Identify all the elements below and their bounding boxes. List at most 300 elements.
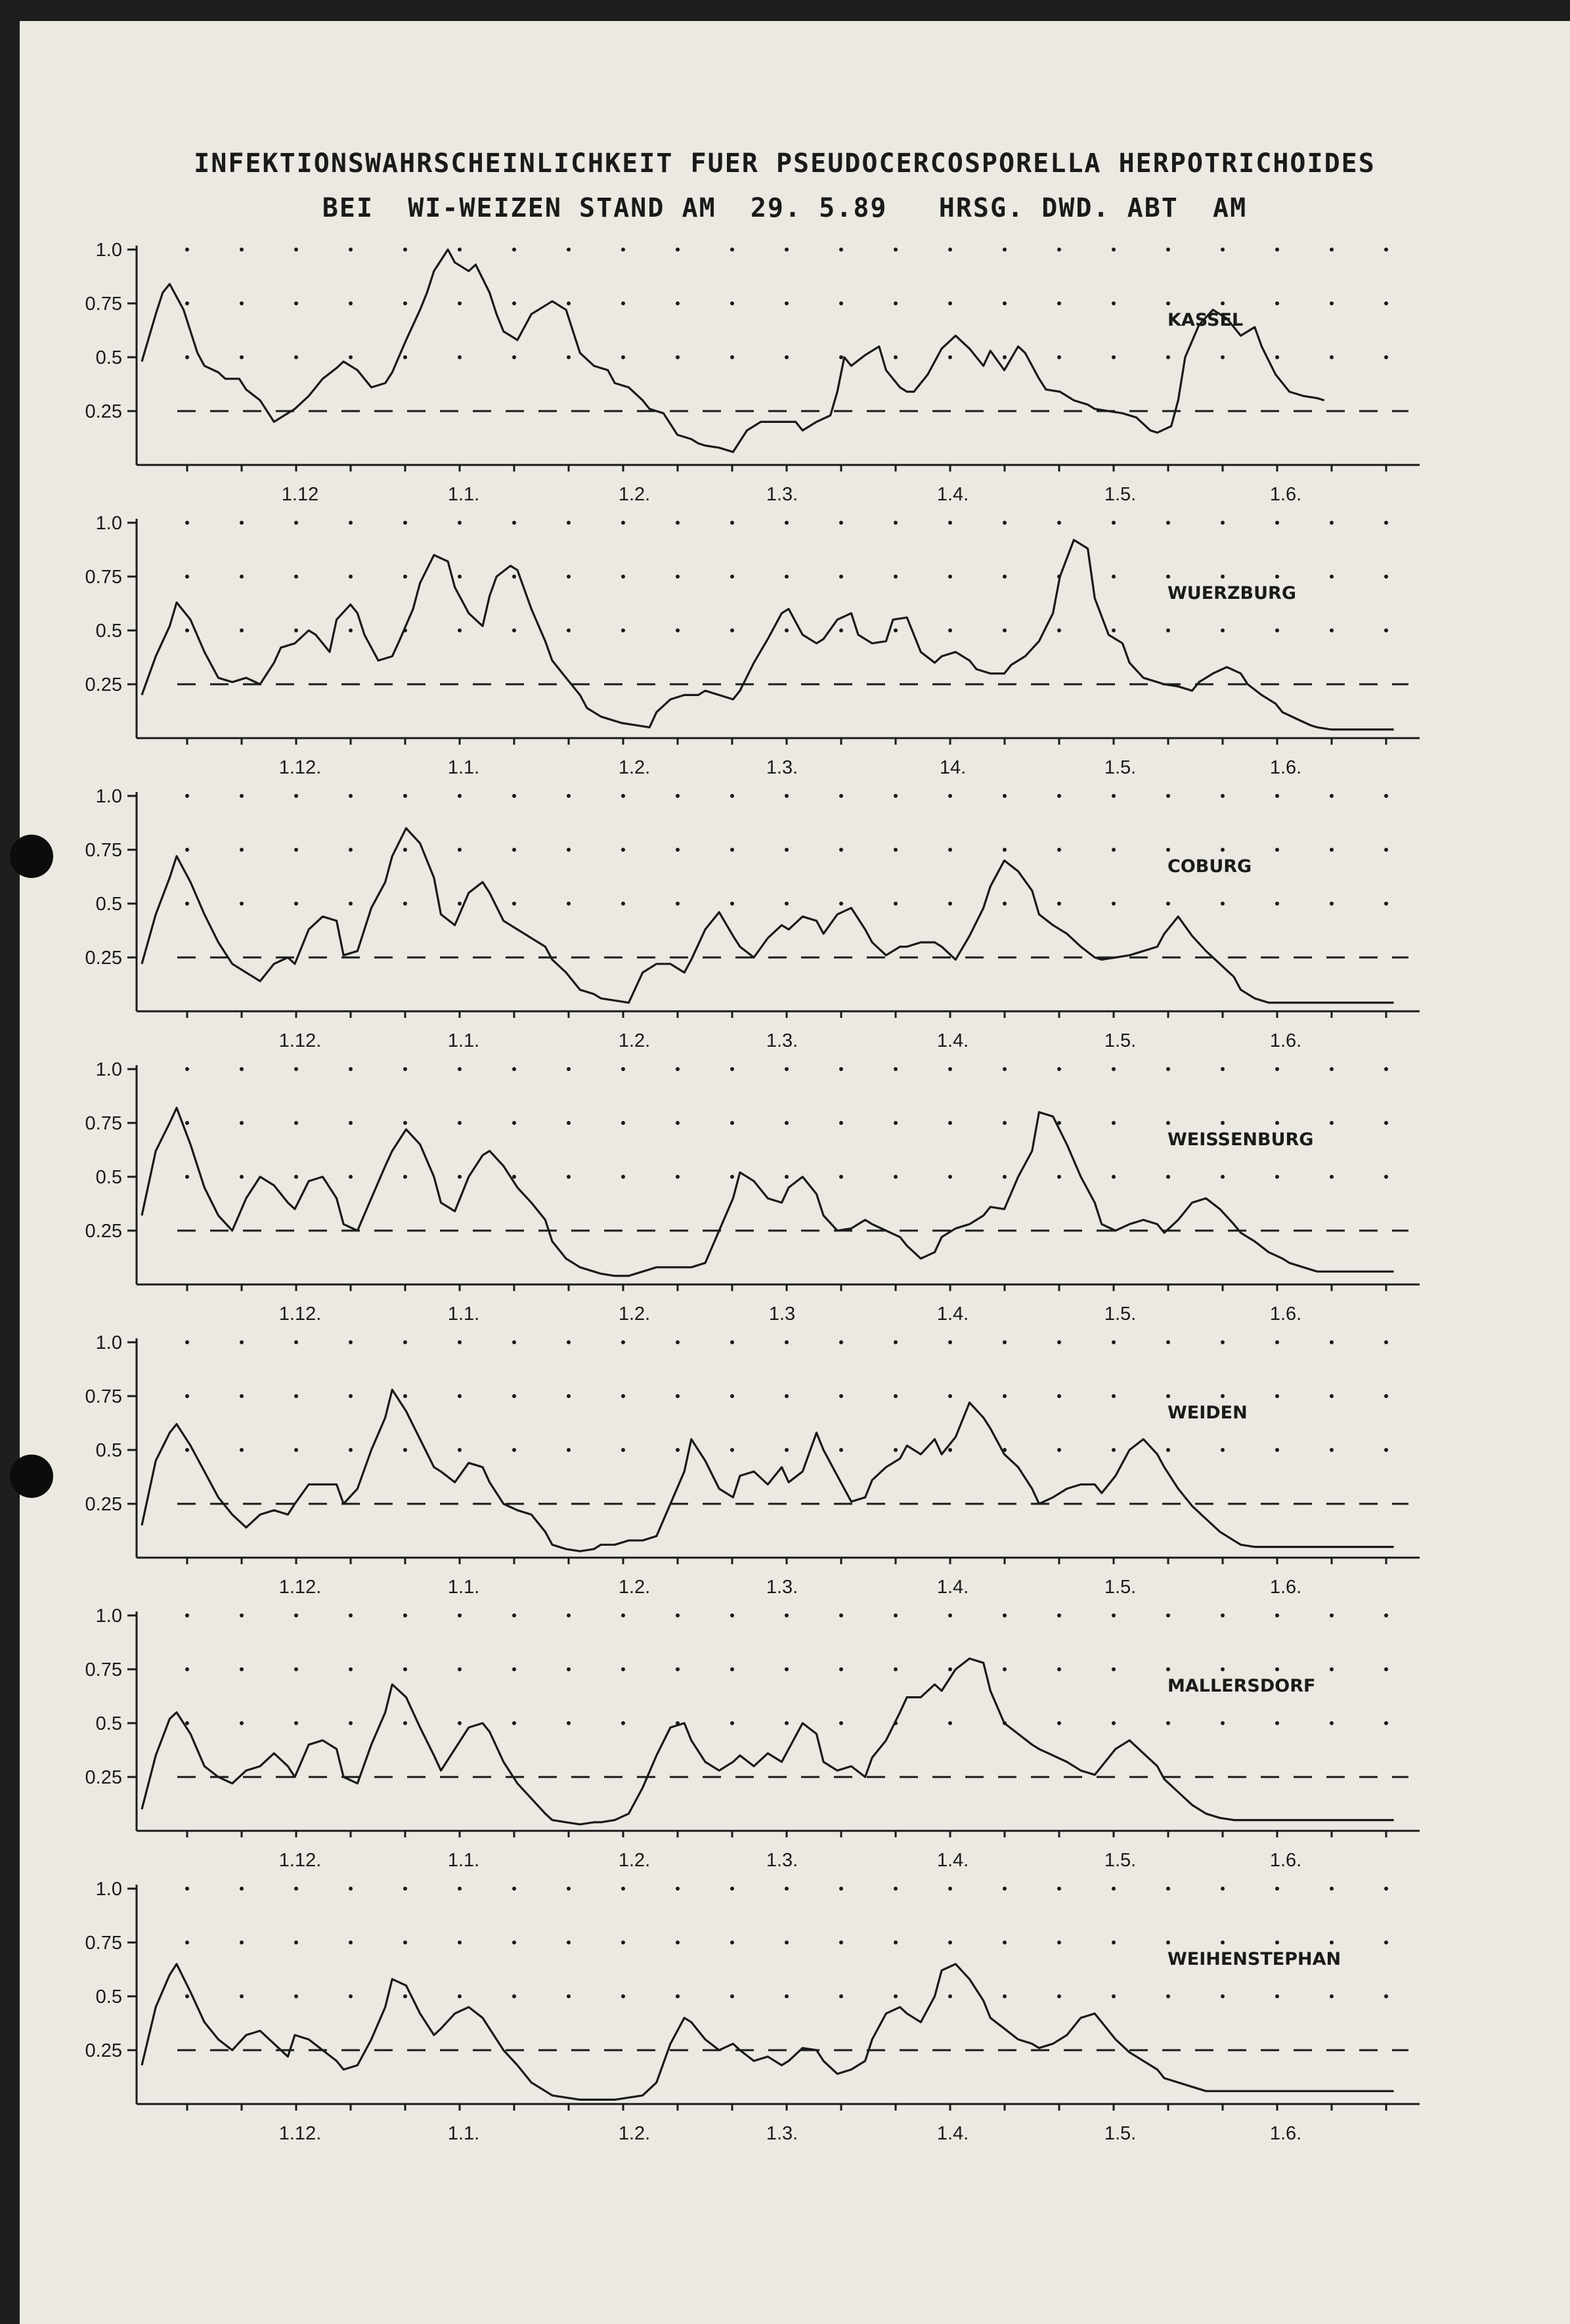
grid-dot	[1384, 1613, 1388, 1617]
grid-dot	[458, 1667, 462, 1671]
grid-dot	[894, 301, 898, 305]
x-tick-label: 1.1.	[447, 2123, 480, 2144]
grid-dot	[1003, 1175, 1007, 1179]
grid-dot	[567, 1067, 571, 1071]
grid-dot	[458, 848, 462, 852]
grid-dot	[785, 301, 789, 305]
grid-dot	[948, 355, 952, 359]
grid-dot	[1003, 1340, 1007, 1344]
grid-dot	[948, 628, 952, 632]
grid-dot	[1275, 1994, 1279, 1998]
grid-dot	[1221, 1340, 1225, 1344]
x-tick-label: 1.3.	[766, 1030, 798, 1051]
grid-dot	[240, 1394, 244, 1398]
x-tick-label: 1.6.	[1269, 757, 1302, 778]
grid-dot	[1166, 1667, 1170, 1671]
grid-dot	[1384, 1887, 1388, 1891]
grid-dot	[403, 301, 407, 305]
grid-dot	[948, 1067, 952, 1071]
grid-dot	[1112, 1887, 1116, 1891]
grid-dot	[1221, 848, 1225, 852]
grid-dot	[185, 575, 189, 579]
grid-dot	[349, 902, 353, 906]
grid-dot	[676, 1121, 680, 1125]
grid-dot	[458, 1067, 462, 1071]
grid-dot	[1112, 1121, 1116, 1125]
grid-dot	[1003, 628, 1007, 632]
x-tick-label: 1.4.	[936, 1030, 969, 1051]
x-tick-label: 1.4.	[936, 2123, 969, 2144]
grid-dot	[1166, 1940, 1170, 1944]
grid-dot	[894, 1994, 898, 1998]
x-tick-label: 1.2.	[618, 2123, 651, 2144]
grid-dot	[1384, 521, 1388, 525]
grid-dot	[1221, 1721, 1225, 1725]
grid-dot	[730, 794, 734, 798]
grid-dot	[1221, 248, 1225, 252]
y-tick-label: 0.75	[85, 1659, 122, 1680]
grid-dot	[894, 1667, 898, 1671]
grid-dot	[1112, 248, 1116, 252]
grid-dot	[1112, 521, 1116, 525]
grid-dot	[458, 628, 462, 632]
grid-dot	[1384, 1994, 1388, 1998]
y-tick-label: 1.0	[95, 1606, 122, 1627]
x-tick-label: 1.1.	[447, 484, 480, 505]
grid-dot	[185, 355, 189, 359]
grid-dot	[1275, 1121, 1279, 1125]
y-tick-label: 1.0	[95, 513, 122, 534]
x-tick-label: 1.3.	[766, 1577, 798, 1598]
grid-dot	[240, 248, 244, 252]
grid-dot	[621, 848, 625, 852]
grid-dot	[839, 1721, 843, 1725]
grid-dot	[785, 1940, 789, 1944]
y-tick-label: 0.5	[95, 1713, 122, 1734]
grid-dot	[512, 1067, 516, 1071]
y-tick-label: 0.5	[95, 347, 122, 368]
grid-dot	[458, 301, 462, 305]
grid-dot	[785, 1121, 789, 1125]
grid-dot	[1221, 1613, 1225, 1617]
grid-dot	[621, 575, 625, 579]
grid-dot	[621, 248, 625, 252]
grid-dot	[839, 1340, 843, 1344]
grid-dot	[1003, 575, 1007, 579]
grid-dot	[240, 628, 244, 632]
grid-dot	[730, 521, 734, 525]
grid-dot	[1275, 794, 1279, 798]
grid-dot	[948, 1994, 952, 1998]
grid-dot	[512, 575, 516, 579]
grid-dot	[294, 848, 298, 852]
grid-dot	[621, 1613, 625, 1617]
grid-dot	[567, 1394, 571, 1398]
grid-dot	[1275, 902, 1279, 906]
grid-dot	[1112, 1175, 1116, 1179]
grid-dot	[1275, 1175, 1279, 1179]
grid-dot	[1275, 1448, 1279, 1452]
grid-dot	[1275, 1667, 1279, 1671]
station-label: WEISSENBURG	[1167, 1129, 1314, 1150]
grid-dot	[403, 1613, 407, 1617]
y-tick-label: 1.0	[95, 240, 122, 261]
grid-dot	[894, 1940, 898, 1944]
grid-dot	[894, 521, 898, 525]
grid-dot	[948, 1448, 952, 1452]
grid-dot	[839, 1394, 843, 1398]
grid-dot	[1166, 1394, 1170, 1398]
grid-dot	[1003, 1067, 1007, 1071]
grid-dot	[567, 848, 571, 852]
grid-dot	[621, 1175, 625, 1179]
grid-dot	[240, 1613, 244, 1617]
grid-dot	[1057, 301, 1061, 305]
grid-dot	[349, 1721, 353, 1725]
x-tick-label: 1.2.	[618, 484, 651, 505]
grid-dot	[349, 1175, 353, 1179]
grid-dot	[1330, 628, 1334, 632]
grid-dot	[730, 1448, 734, 1452]
x-tick-label: 1.3.	[766, 1850, 798, 1871]
grid-dot	[512, 1340, 516, 1344]
grid-dot	[512, 355, 516, 359]
grid-dot	[785, 1340, 789, 1344]
grid-dot	[1057, 902, 1061, 906]
y-tick-label: 0.25	[85, 401, 122, 422]
grid-dot	[730, 1613, 734, 1617]
grid-dot	[349, 1394, 353, 1398]
grid-dot	[294, 1340, 298, 1344]
grid-dot	[1384, 355, 1388, 359]
grid-dot	[785, 794, 789, 798]
grid-dot	[894, 628, 898, 632]
grid-dot	[839, 575, 843, 579]
grid-dot	[185, 1994, 189, 1998]
chart-panel-kassel	[85, 240, 1420, 505]
grid-dot	[785, 1887, 789, 1891]
grid-dot	[1384, 1067, 1388, 1071]
x-tick-label: 1.6.	[1269, 1030, 1302, 1051]
x-tick-label: 14.	[939, 757, 967, 778]
grid-dot	[676, 1994, 680, 1998]
grid-dot	[458, 1448, 462, 1452]
grid-dot	[621, 1394, 625, 1398]
grid-dot	[676, 248, 680, 252]
grid-dot	[730, 575, 734, 579]
grid-dot	[403, 248, 407, 252]
series-line-coburg	[142, 828, 1394, 1003]
grid-dot	[458, 1175, 462, 1179]
grid-dot	[785, 1667, 789, 1671]
grid-dot	[839, 301, 843, 305]
x-tick-label: 1.3	[768, 1304, 796, 1325]
grid-dot	[512, 1994, 516, 1998]
grid-dot	[1166, 1887, 1170, 1891]
grid-dot	[785, 575, 789, 579]
grid-dot	[621, 902, 625, 906]
grid-dot	[567, 1667, 571, 1671]
grid-dot	[1384, 1448, 1388, 1452]
grid-dot	[185, 1067, 189, 1071]
grid-dot	[948, 575, 952, 579]
grid-dot	[349, 1667, 353, 1671]
grid-dot	[1221, 902, 1225, 906]
grid-dot	[185, 1394, 189, 1398]
chart-panel-coburg	[85, 786, 1420, 1051]
y-tick-label: 1.0	[95, 1332, 122, 1353]
x-tick-label: 1.2.	[618, 1304, 651, 1325]
grid-dot	[185, 1667, 189, 1671]
grid-dot	[1166, 1448, 1170, 1452]
grid-dot	[512, 628, 516, 632]
x-tick-label: 1.3.	[766, 484, 798, 505]
grid-dot	[948, 1121, 952, 1125]
grid-dot	[676, 1394, 680, 1398]
grid-dot	[1275, 355, 1279, 359]
grid-dot	[1330, 521, 1334, 525]
grid-dot	[621, 1340, 625, 1344]
grid-dot	[676, 848, 680, 852]
grid-dot	[567, 1887, 571, 1891]
grid-dot	[567, 575, 571, 579]
grid-dot	[567, 902, 571, 906]
grid-dot	[676, 521, 680, 525]
x-tick-label: 1.12.	[278, 2123, 322, 2144]
grid-dot	[403, 521, 407, 525]
grid-dot	[730, 1067, 734, 1071]
grid-dot	[1057, 521, 1061, 525]
x-tick-label: 1.5.	[1104, 2123, 1137, 2144]
grid-dot	[240, 848, 244, 852]
y-tick-label: 0.5	[95, 894, 122, 915]
grid-dot	[839, 794, 843, 798]
grid-dot	[948, 521, 952, 525]
grid-dot	[567, 1121, 571, 1125]
grid-dot	[1221, 1448, 1225, 1452]
grid-dot	[240, 1175, 244, 1179]
grid-dot	[512, 1613, 516, 1617]
grid-dot	[1330, 248, 1334, 252]
grid-dot	[676, 1887, 680, 1891]
grid-dot	[1057, 794, 1061, 798]
grid-dot	[1330, 1121, 1334, 1125]
grid-dot	[894, 575, 898, 579]
grid-dot	[512, 848, 516, 852]
grid-dot	[458, 1887, 462, 1891]
x-tick-label: 1.12.	[278, 1577, 322, 1598]
grid-dot	[730, 301, 734, 305]
grid-dot	[512, 1940, 516, 1944]
grid-dot	[730, 1175, 734, 1179]
grid-dot	[240, 1887, 244, 1891]
grid-dot	[1112, 355, 1116, 359]
grid-dot	[621, 521, 625, 525]
grid-dot	[948, 1340, 952, 1344]
x-tick-label: 1.12.	[278, 757, 322, 778]
grid-dot	[1166, 1067, 1170, 1071]
grid-dot	[1384, 848, 1388, 852]
x-tick-label: 1.2.	[618, 1030, 651, 1051]
grid-dot	[185, 301, 189, 305]
grid-dot	[1057, 1448, 1061, 1452]
grid-dot	[1275, 301, 1279, 305]
grid-dot	[948, 301, 952, 305]
y-tick-label: 0.75	[85, 1113, 122, 1134]
x-tick-label: 1.5.	[1104, 1850, 1137, 1871]
grid-dot	[785, 902, 789, 906]
grid-dot	[458, 1340, 462, 1344]
grid-dot	[403, 575, 407, 579]
grid-dot	[1384, 1175, 1388, 1179]
grid-dot	[1057, 1067, 1061, 1071]
grid-dot	[512, 1667, 516, 1671]
grid-dot	[785, 355, 789, 359]
x-tick-label: 1.6.	[1269, 1577, 1302, 1598]
grid-dot	[621, 1887, 625, 1891]
grid-dot	[458, 902, 462, 906]
grid-dot	[676, 628, 680, 632]
series-line-wuerzburg	[142, 540, 1394, 730]
grid-dot	[458, 575, 462, 579]
grid-dot	[185, 1175, 189, 1179]
grid-dot	[1166, 575, 1170, 579]
chart-panel-weiden	[85, 1332, 1420, 1598]
grid-dot	[512, 1721, 516, 1725]
grid-dot	[839, 848, 843, 852]
chart-panel-weissenburg	[85, 1059, 1420, 1325]
grid-dot	[1221, 1067, 1225, 1071]
grid-dot	[839, 1667, 843, 1671]
grid-dot	[1003, 1121, 1007, 1125]
grid-dot	[730, 355, 734, 359]
grid-dot	[730, 1121, 734, 1125]
grid-dot	[294, 248, 298, 252]
grid-dot	[1330, 301, 1334, 305]
grid-dot	[1221, 301, 1225, 305]
grid-dot	[1330, 848, 1334, 852]
grid-dot	[240, 521, 244, 525]
grid-dot	[185, 1887, 189, 1891]
grid-dot	[1221, 1887, 1225, 1891]
grid-dot	[676, 1067, 680, 1071]
grid-dot	[458, 521, 462, 525]
grid-dot	[512, 1394, 516, 1398]
grid-dot	[349, 575, 353, 579]
y-tick-label: 0.75	[85, 1933, 122, 1954]
grid-dot	[730, 1994, 734, 1998]
grid-dot	[567, 794, 571, 798]
grid-dot	[785, 848, 789, 852]
x-tick-label: 1.6.	[1269, 1850, 1302, 1871]
x-tick-label: 1.3.	[766, 2123, 798, 2144]
grid-dot	[1221, 1121, 1225, 1125]
grid-dot	[948, 248, 952, 252]
x-tick-label: 1.3.	[766, 757, 798, 778]
grid-dot	[1112, 902, 1116, 906]
grid-dot	[240, 1940, 244, 1944]
series-line-weihenstephan	[142, 1964, 1394, 2100]
x-tick-label: 1.12.	[278, 1304, 322, 1325]
grid-dot	[185, 521, 189, 525]
y-tick-label: 0.25	[85, 1221, 122, 1242]
grid-dot	[839, 248, 843, 252]
grid-dot	[185, 902, 189, 906]
grid-dot	[894, 794, 898, 798]
grid-dot	[1003, 1940, 1007, 1944]
grid-dot	[1384, 301, 1388, 305]
grid-dot	[403, 1994, 407, 1998]
grid-dot	[567, 1175, 571, 1179]
grid-dot	[839, 1887, 843, 1891]
grid-dot	[948, 794, 952, 798]
x-tick-label: 1.4.	[936, 1850, 969, 1871]
x-tick-label: 1.1.	[447, 1850, 480, 1871]
x-tick-label: 1.5.	[1104, 757, 1137, 778]
grid-dot	[621, 1121, 625, 1125]
grid-dot	[621, 355, 625, 359]
grid-dot	[512, 1448, 516, 1452]
grid-dot	[1166, 355, 1170, 359]
grid-dot	[676, 1448, 680, 1452]
grid-dot	[1384, 575, 1388, 579]
grid-dot	[1384, 248, 1388, 252]
station-label: COBURG	[1167, 856, 1252, 877]
grid-dot	[839, 1448, 843, 1452]
station-label: WEIDEN	[1167, 1403, 1248, 1423]
station-label: WEIHENSTEPHAN	[1167, 1949, 1341, 1969]
grid-dot	[294, 1394, 298, 1398]
grid-dot	[567, 1613, 571, 1617]
x-tick-label: 1.6.	[1269, 484, 1302, 505]
grid-dot	[1275, 1340, 1279, 1344]
grid-dot	[1057, 1340, 1061, 1344]
x-tick-label: 1.4.	[936, 1577, 969, 1598]
grid-dot	[1221, 575, 1225, 579]
grid-dot	[894, 1613, 898, 1617]
grid-dot	[1330, 1448, 1334, 1452]
grid-dot	[403, 1887, 407, 1891]
grid-dot	[512, 1121, 516, 1125]
grid-dot	[1221, 521, 1225, 525]
y-tick-label: 0.25	[85, 674, 122, 695]
grid-dot	[294, 628, 298, 632]
grid-dot	[567, 1448, 571, 1452]
y-tick-label: 0.75	[85, 840, 122, 861]
grid-dot	[948, 902, 952, 906]
grid-dot	[839, 1940, 843, 1944]
x-tick-label: 1.1.	[447, 1304, 480, 1325]
x-tick-label: 1.12.	[278, 1850, 322, 1871]
grid-dot	[185, 794, 189, 798]
grid-dot	[1166, 301, 1170, 305]
grid-dot	[458, 355, 462, 359]
grid-dot	[240, 575, 244, 579]
grid-dot	[1384, 794, 1388, 798]
grid-dot	[567, 1721, 571, 1725]
y-tick-label: 1.0	[95, 786, 122, 807]
grid-dot	[1330, 902, 1334, 906]
grid-dot	[1112, 848, 1116, 852]
grid-dot	[1275, 1394, 1279, 1398]
x-tick-label: 1.4.	[936, 484, 969, 505]
grid-dot	[512, 1887, 516, 1891]
charts-group	[85, 240, 1420, 2144]
grid-dot	[1003, 248, 1007, 252]
x-tick-label: 1.4.	[936, 1304, 969, 1325]
grid-dot	[185, 848, 189, 852]
title-line-2: BEI WI-WEIZEN STAND AM 29. 5.89 HRSG. DWD. ABT AM	[322, 193, 1248, 223]
